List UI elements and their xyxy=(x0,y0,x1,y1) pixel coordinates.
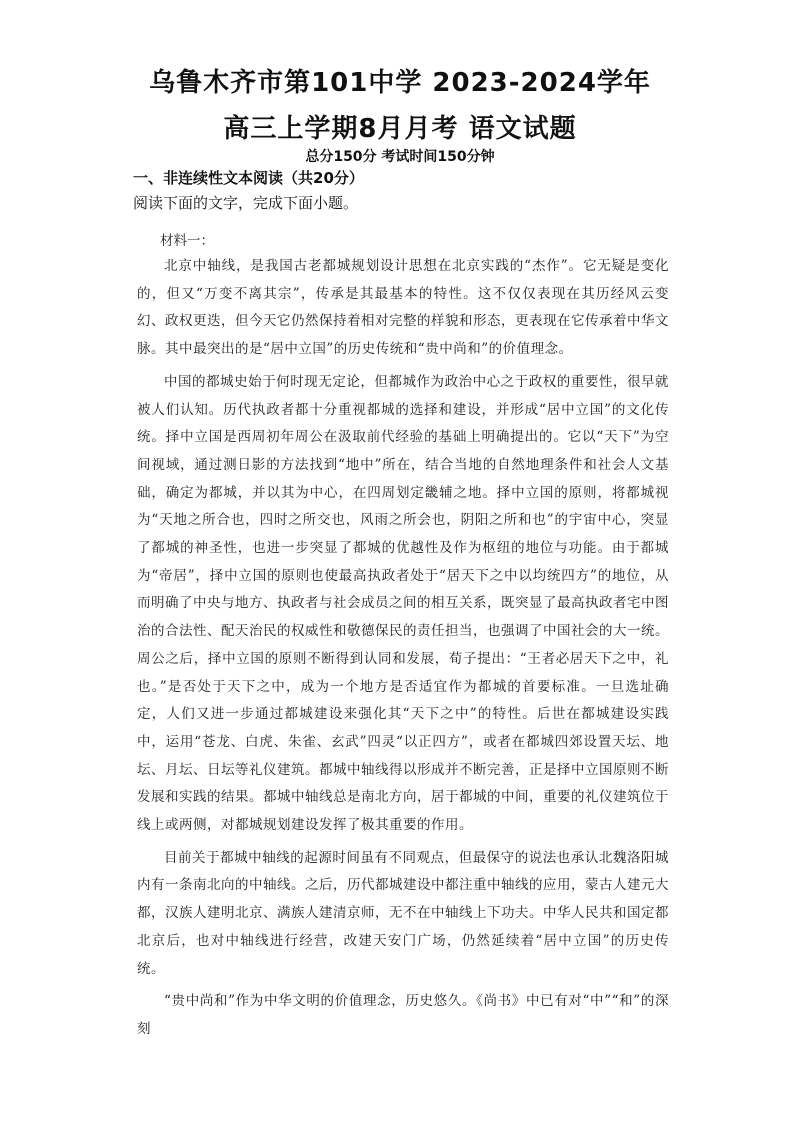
paragraph: 北京中轴线，是我国古老都城规划设计思想在北京实践的“杰作”。它无疑是变化的，但又“万变不离其宗”，传承是其最基本的特性。这不仅仅表现在其历经风云变幻、政权更迭，但今天它仍然保持着相对完整的样貌和形态，更表现在它传承着中华文脉。其中最突出的是“居中立国”的历史传统和“贵中尚和”的价值理念。 xyxy=(137,258,669,358)
paragraph: 中国的都城史始于何时现无定论，但都城作为政治中心之于政权的重要性，很早就被人们认知。历代执政者都十分重视都城的选择和建设，并形成“居中立国”的文化传统。择中立国是西周初年周公在汲取前代经验的基础上明确提出的。它以“天下”为空间视域，通过测日影的方法找到“地中”所在，结合当地的自然地理条件和社会人文基础，确定为都城，并以其为中心，在四周划定畿辅之地。择中立国的原则，将都城视为“天地之所合也，四时之所交也，风雨之所会也，阴阳之所和也”的宇宙中心，突显了都城的神圣性，也进一步突显了都城的优越性及作为枢纽的地位与功能。由于都城为“帝居”，择中立国的原则也使最高执政者处于“居天下之中以均统四方”的地位，从而明确了中央与地方、执政者与社会成员之间的相互关系，既突显了最高执政者宅中图治的合法性、配天治民的权威性和敬德保民的责任担当，也强调了中国社会的大一统。周公之后，择中立国的原则不断得到认同和发展，荀子提出：“王者必居天下之中，礼也。”是否处于天下之中，成为一个地方是否适宜作为都城的首要标准。一旦选址确定，人们又进一步通过都城建设来强化其“天下之中”的特性。后世在都城建设实践中，运用“苍龙、白虎、朱雀、玄武”四灵“以正四方”，或者在都城四郊设置天坛、地坛、月坛、日坛等礼仪建筑。都城中轴线得以形成并不断完善，正是择中立国原则不断发展和实践的结果。都城中轴线总是南北方向，居于都城的中间，重要的礼仪建筑位于线上或两侧，对都城规划建设发挥了极其重要的作用。 xyxy=(137,373,669,834)
article-body xyxy=(137,253,669,1049)
material-label: 材料一： xyxy=(160,233,214,249)
exam-title-line2: 高三上学期8月月考 语文试题 xyxy=(223,114,577,144)
section-heading: 一、非连续性文本阅读（共20分） xyxy=(133,169,364,187)
paragraph: “贵中尚和”作为中华文明的价值理念，历史悠久。《尚书》中已有对“中”“和”的深刻 xyxy=(137,993,669,1037)
exam-subtitle: 总分150分 考试时间150分钟 xyxy=(305,149,495,165)
exam-title-line1: 乌鲁木齐市第101中学 2023-2024学年 xyxy=(149,68,651,98)
paragraph: 目前关于都城中轴线的起源时间虽有不同观点，但最保守的说法也承认北魏洛阳城内有一条南北向的中轴线。之后，历代都城建设中都注重中轴线的应用，蒙古人建元大都，汉族人建明北京、满族人建清京师，无不在中轴线上下功夫。中华人民共和国定都北京后，也对中轴线进行经营，改建天安门广场，仍然延续着“居中立国”的历史传统。 xyxy=(137,849,669,977)
reading-instruction: 阅读下面的文字，完成下面小题。 xyxy=(133,194,359,212)
